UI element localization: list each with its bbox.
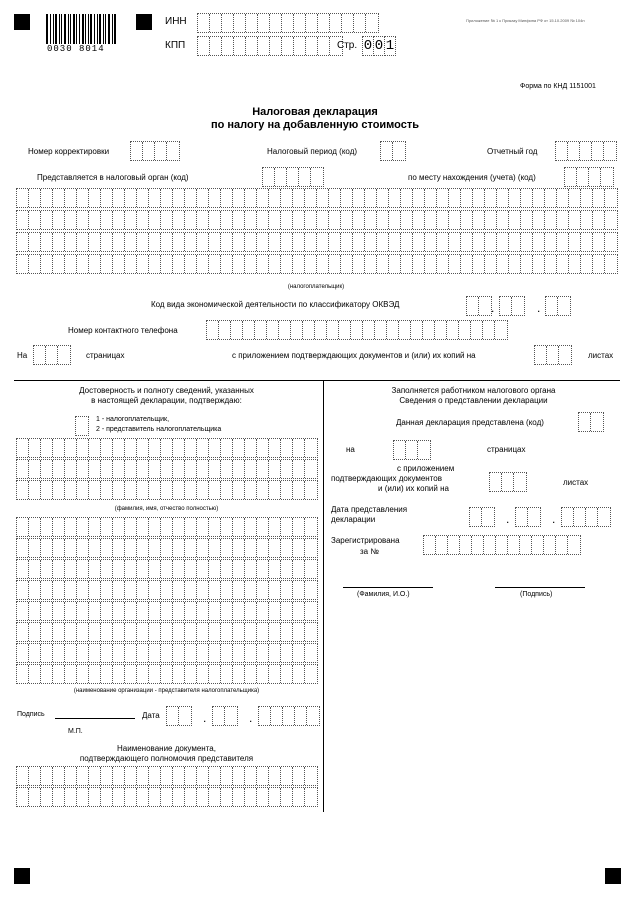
okved-dot: . (537, 301, 541, 315)
submission-date-month[interactable] (515, 507, 541, 527)
doc-heading-line-2: подтверждающего полномочия представителя (79, 754, 254, 763)
title-line-1: Налоговая декларация (252, 106, 378, 118)
right-attach-line-2: подтверждающих документов (331, 474, 442, 483)
right-heading-line-2: Сведения о представлении декларации (399, 396, 548, 405)
inn-label: ИНН (165, 16, 187, 27)
left-heading-line-1: Достоверность и полноту сведений, указанных (79, 386, 254, 395)
okved-field-1[interactable] (466, 296, 495, 316)
date-dot: . (552, 512, 556, 526)
representative-org-row[interactable] (16, 538, 318, 558)
taxpayer-caption: (налогоплательщик) (287, 284, 345, 290)
right-heading (326, 386, 621, 406)
representative-org-row[interactable] (16, 622, 318, 642)
submitted-code-field[interactable] (578, 412, 604, 432)
okved-field-2[interactable] (499, 296, 525, 316)
attachments-field[interactable] (534, 345, 572, 365)
representative-org-row[interactable] (16, 643, 318, 663)
appendix-note: Приложение № 1 к Приказу Минфина РФ от 15.10.2009 № 104н (466, 18, 585, 23)
page-label: Стр. (337, 40, 358, 51)
form-code: Форма по КНД 1151001 (520, 83, 596, 90)
representative-fio-row[interactable] (16, 480, 318, 500)
okved-field-3[interactable] (545, 296, 571, 316)
registration-mark-top-left (14, 14, 30, 30)
left-heading-line-2: в настоящей декларации, подтверждаю: (91, 396, 242, 405)
tax-authority-field[interactable] (262, 167, 324, 187)
official-fio-line (343, 587, 433, 588)
submission-date-line-1: Дата представления (331, 505, 408, 514)
representative-org-row[interactable] (16, 559, 318, 579)
submission-date-year[interactable] (561, 507, 611, 527)
submission-date-line-2: декларации (331, 515, 376, 524)
confirmer-type-field[interactable] (75, 416, 89, 436)
right-attach-line-3: и (или) их копий на (378, 484, 449, 493)
sign-date-month[interactable] (212, 706, 238, 726)
barcode (46, 14, 116, 44)
correction-number-label: Номер корректировки (28, 147, 110, 156)
registration-mark-bottom-right (605, 868, 621, 884)
date-dot: . (506, 512, 510, 526)
submission-date-day[interactable] (469, 507, 495, 527)
representative-org-row[interactable] (16, 580, 318, 600)
date-dot: . (249, 711, 253, 725)
page-digit: 0 (374, 38, 384, 54)
attachments-label: с приложением подтверждающих документов и (или) их копий на (232, 351, 476, 360)
sign-date-day[interactable] (166, 706, 192, 726)
left-heading (14, 386, 319, 406)
signature-line (55, 718, 135, 719)
official-sign-line (495, 587, 585, 588)
signature-label: Подпись (17, 711, 45, 718)
authority-document-row[interactable] (16, 766, 318, 786)
right-pages-label: страницах (487, 445, 526, 454)
option-2-label: 2 - представитель налогоплательщика (96, 426, 222, 433)
doc-heading (14, 744, 319, 764)
option-1-label: 1 - налогоплательщик, (96, 416, 170, 423)
registration-mark-top-right (136, 14, 152, 30)
form-title (165, 106, 465, 132)
okved-label: Код вида экономической деятельности по классификатору ОКВЭД (151, 300, 400, 309)
location-field[interactable] (564, 167, 614, 187)
right-heading-line-1: Заполняется работником налогового органа (391, 386, 556, 395)
page-digit: 0 (363, 38, 373, 54)
registration-number-field[interactable] (423, 535, 581, 555)
stamp-label: М.П. (68, 728, 83, 735)
right-attach-field[interactable] (489, 472, 527, 492)
tax-period-label: Налоговый период (код) (267, 147, 358, 156)
on-label: На (17, 351, 28, 360)
pages-label: страницах (86, 351, 125, 360)
kpp-label: КПП (165, 40, 186, 51)
title-line-2: по налогу на добавленную стоимость (210, 119, 420, 131)
representative-fio-row[interactable] (16, 459, 318, 479)
representative-org-row[interactable] (16, 517, 318, 537)
representative-org-row[interactable] (16, 664, 318, 684)
right-on-label: на (346, 445, 355, 454)
sheets-label: листах (588, 351, 614, 360)
right-attach-line-1: с приложением (397, 464, 455, 473)
registered-line-1: Зарегистрирована (331, 536, 400, 545)
phone-label: Номер контактного телефона (68, 326, 178, 335)
reporting-year-label: Отчетный год (487, 147, 538, 156)
registered-line-2: за № (360, 547, 379, 556)
fio-caption: (фамилия, имя, отчество полностью) (114, 506, 219, 512)
representative-fio-row[interactable] (16, 438, 318, 458)
pages-field[interactable] (33, 345, 71, 365)
page-number (362, 36, 395, 56)
kpp-field[interactable] (197, 36, 343, 56)
taxpayer-name-row[interactable] (16, 210, 618, 230)
authority-document-row[interactable] (16, 787, 318, 807)
okved-dot: . (491, 301, 495, 315)
tax-period-field[interactable] (380, 141, 406, 161)
taxpayer-name-row[interactable] (16, 254, 618, 274)
org-caption: (наименование организации - представителя налогоплательщика) (73, 688, 260, 694)
representative-org-row[interactable] (16, 601, 318, 621)
registration-mark-bottom-left (14, 868, 30, 884)
correction-number-field[interactable] (130, 141, 180, 161)
reporting-year-field[interactable] (555, 141, 617, 161)
page-digit: 1 (385, 38, 395, 54)
taxpayer-name-row[interactable] (16, 232, 618, 252)
official-fio-caption: (Фамилия, И.О.) (357, 591, 410, 598)
date-dot: . (203, 711, 207, 725)
doc-heading-line-1: Наименование документа, (117, 744, 216, 753)
tax-authority-label: Представляется в налоговый орган (код) (37, 173, 189, 182)
right-pages-field[interactable] (393, 440, 431, 460)
taxpayer-name-row[interactable] (16, 188, 618, 208)
phone-field[interactable] (206, 320, 508, 340)
location-label: по месту нахождения (учета) (код) (408, 173, 536, 182)
official-sign-caption: (Подпись) (520, 591, 553, 598)
barcode-number: 0030 8014 (47, 44, 105, 54)
section-divider (14, 380, 620, 381)
right-sheets-label: листах (563, 478, 589, 487)
inn-field[interactable] (197, 13, 379, 33)
date-label: Дата (142, 711, 160, 720)
sign-date-year[interactable] (258, 706, 320, 726)
submitted-code-label: Данная декларация представлена (код) (396, 418, 544, 427)
column-divider (323, 380, 324, 812)
